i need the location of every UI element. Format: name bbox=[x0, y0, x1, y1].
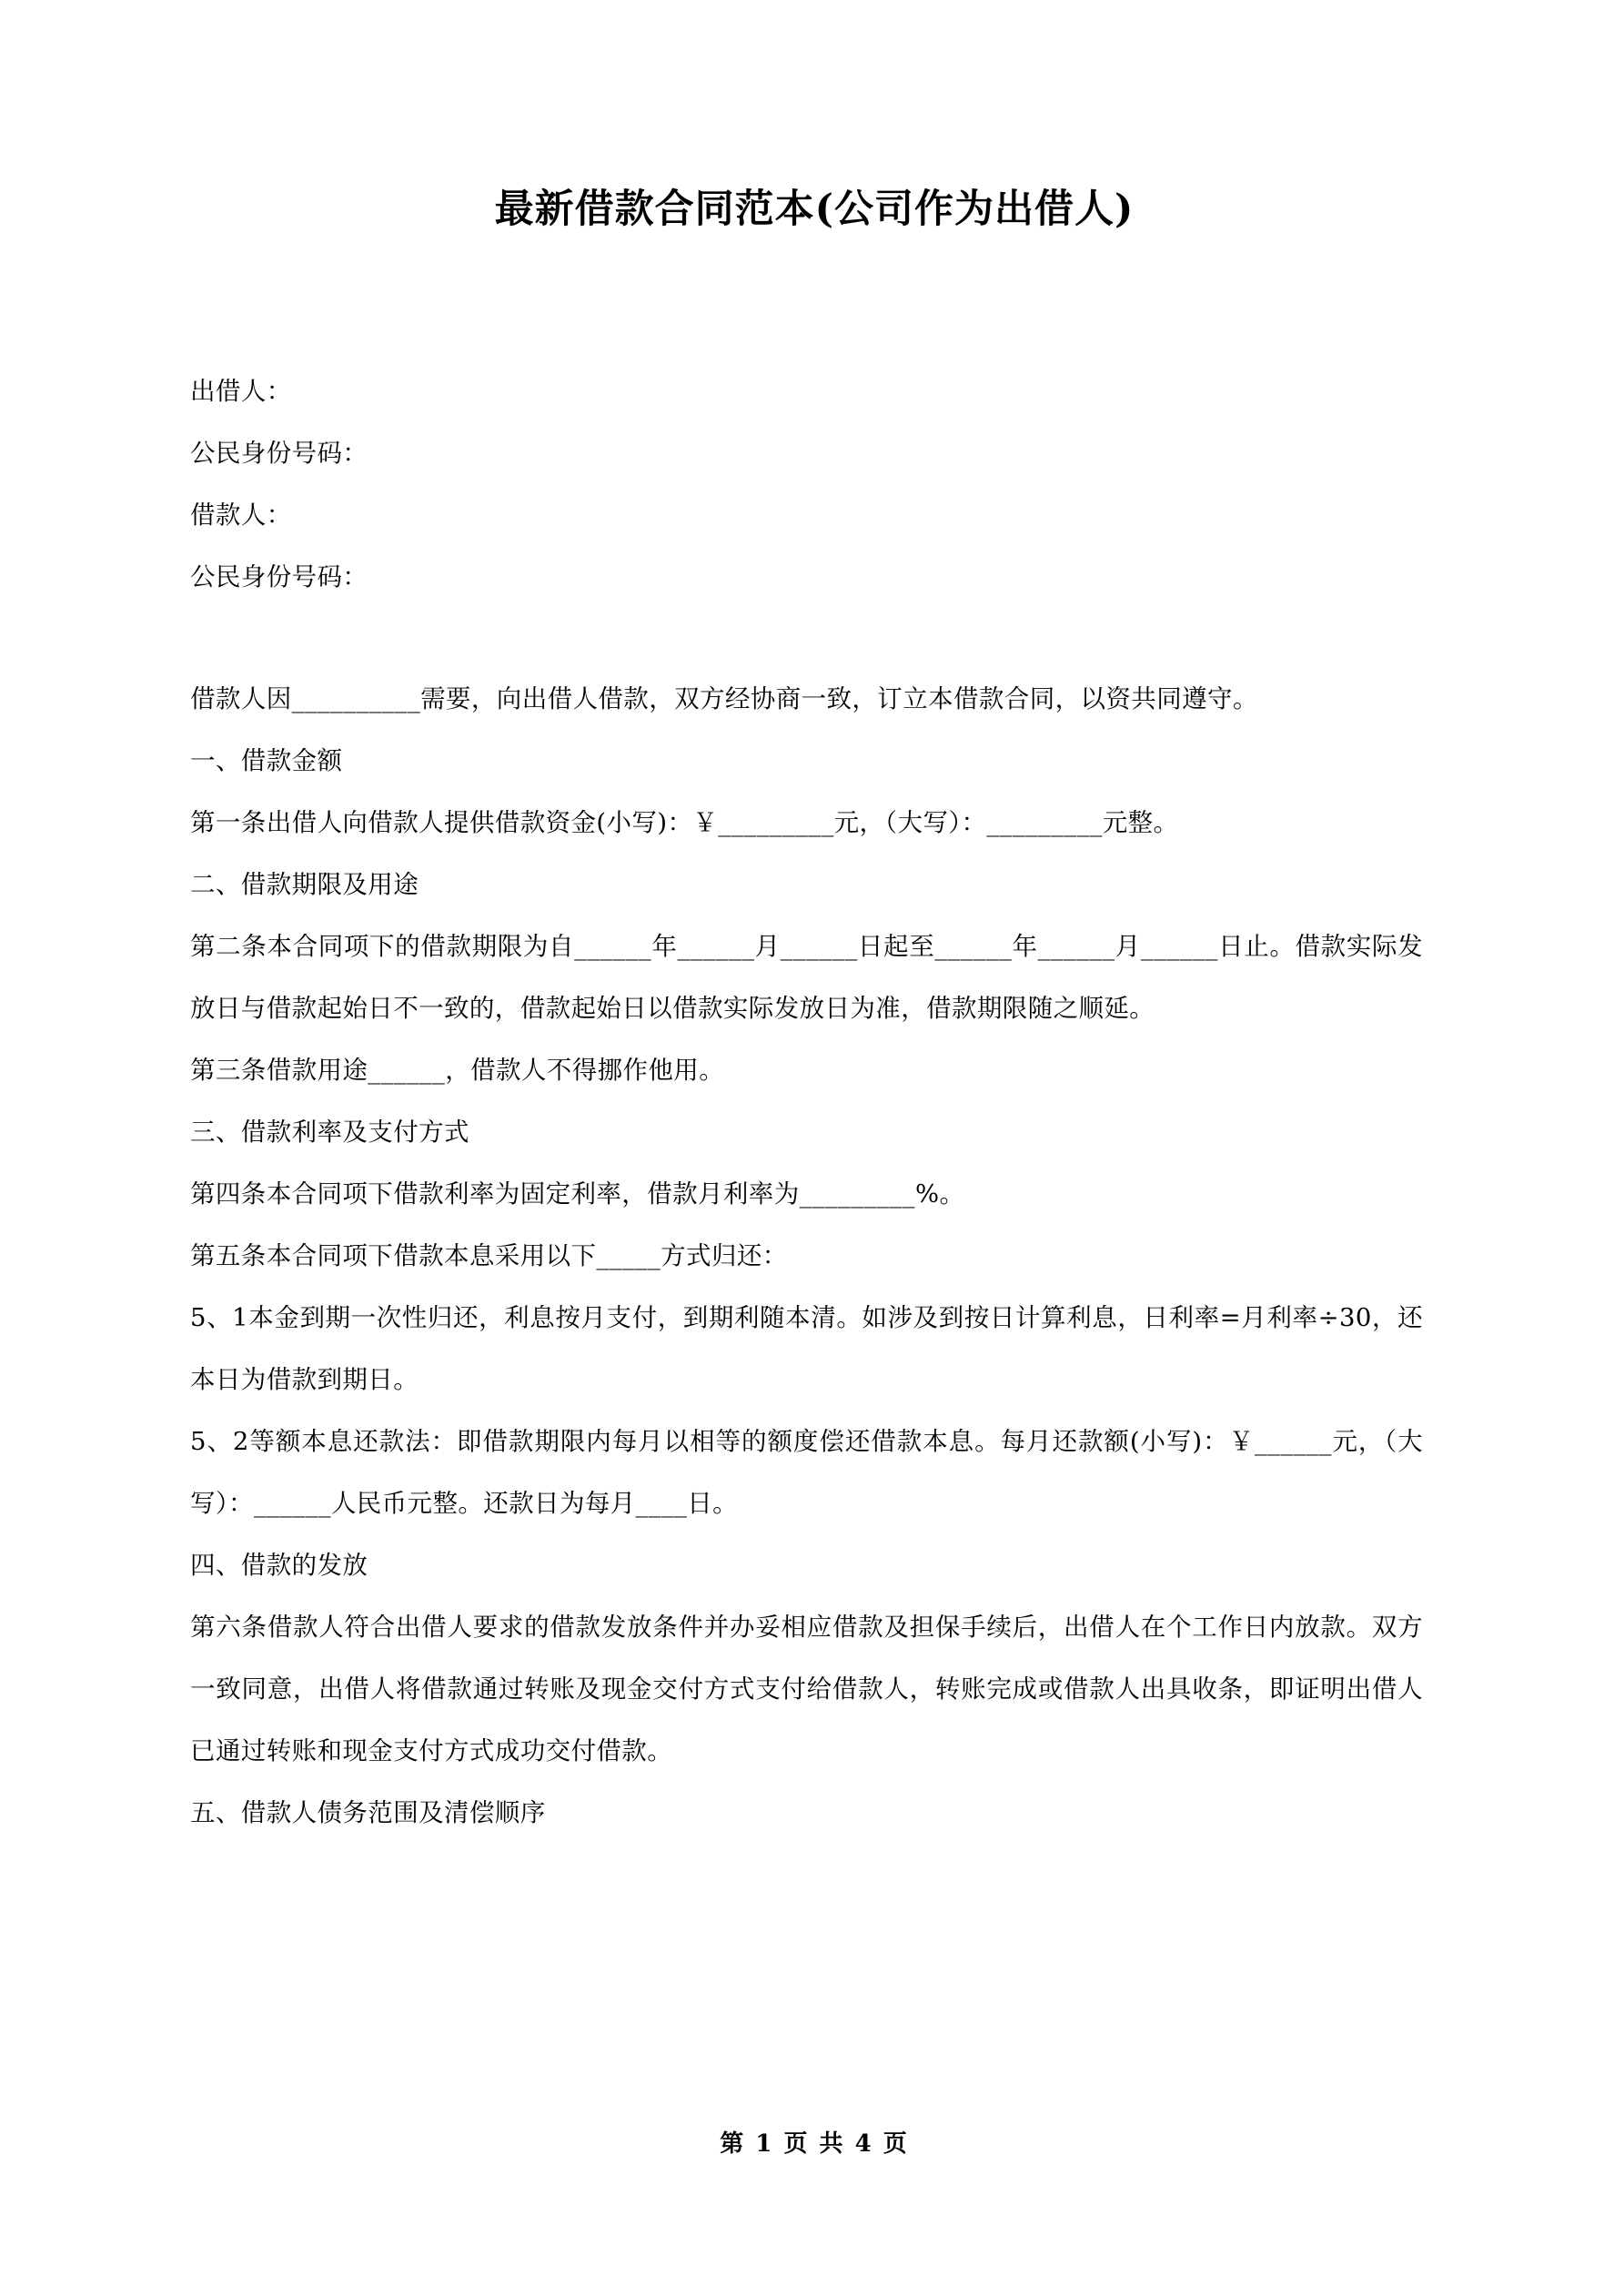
page-footer: 第 1 页 共 4 页 bbox=[720, 2130, 909, 2158]
heading-section-4: 四、借款的发放 bbox=[190, 1551, 368, 1580]
section-spacer bbox=[190, 608, 1423, 668]
party-borrower-id-label: 公民身份号码： bbox=[190, 562, 368, 592]
paragraph-article-5-2: 5、2等额本息还款法：即借款期限内每月以相等的额度偿还借款本息。每月还款额(小写)：￥______元，（大写）：______人民币元整。还款日为每月____日。 bbox=[190, 1427, 1423, 1518]
paragraph-preamble: 借款人因__________需要，向出借人借款，双方经协商一致，订立本借款合同，以资共同遵守。 bbox=[190, 684, 1258, 713]
paragraph-article-1: 第一条出借人向借款人提供借款资金(小写)：￥_________元，（大写）：_________元整。 bbox=[190, 808, 1179, 837]
page-content-area bbox=[187, 0, 1442, 2296]
paragraph-article-3: 第三条借款用途______，借款人不得挪作他用。 bbox=[190, 1056, 725, 1085]
party-borrower-label: 借款人： bbox=[190, 501, 292, 530]
heading-section-5: 五、借款人债务范围及清偿顺序 bbox=[190, 1798, 546, 1827]
heading-section-2: 二、借款期限及用途 bbox=[190, 870, 419, 899]
paragraph-article-5-1: 5、1本金到期一次性归还，利息按月支付，到期利随本清。如涉及到按日计算利息，日利率=月利率÷30，还本日为借款到期日。 bbox=[190, 1303, 1423, 1394]
document-body bbox=[190, 360, 1423, 1844]
paragraph-article-5: 第五条本合同项下借款本息采用以下_____方式归还： bbox=[190, 1241, 788, 1270]
paragraph-article-6: 第六条借款人符合出借人要求的借款发放条件并办妥相应借款及担保手续后，出借人在个工作日内放款。双方一致同意，出借人将借款通过转账及现金交付方式支付给借款人，转账完成或借款人出具收条，即证明出借人已通过转账和现金支付方式成功交付借款。 bbox=[190, 1613, 1423, 1765]
party-lender-id-label: 公民身份号码： bbox=[190, 439, 368, 468]
paragraph-article-4: 第四条本合同项下借款利率为固定利率，借款月利率为_________%。 bbox=[190, 1179, 965, 1209]
heading-section-3: 三、借款利率及支付方式 bbox=[190, 1118, 469, 1147]
party-lender-label: 出借人： bbox=[190, 377, 292, 406]
paragraph-article-2: 第二条本合同项下的借款期限为自______年______月______日起至______年______月______日止。借款实际发放日与借款起始日不一致的，借款起始日以借款实际发放日为准，借款期限随之顺延。 bbox=[190, 932, 1423, 1023]
page-title: 最新借款合同范本(公司作为出借人) bbox=[494, 187, 1135, 232]
heading-section-1: 一、借款金额 bbox=[190, 746, 343, 775]
